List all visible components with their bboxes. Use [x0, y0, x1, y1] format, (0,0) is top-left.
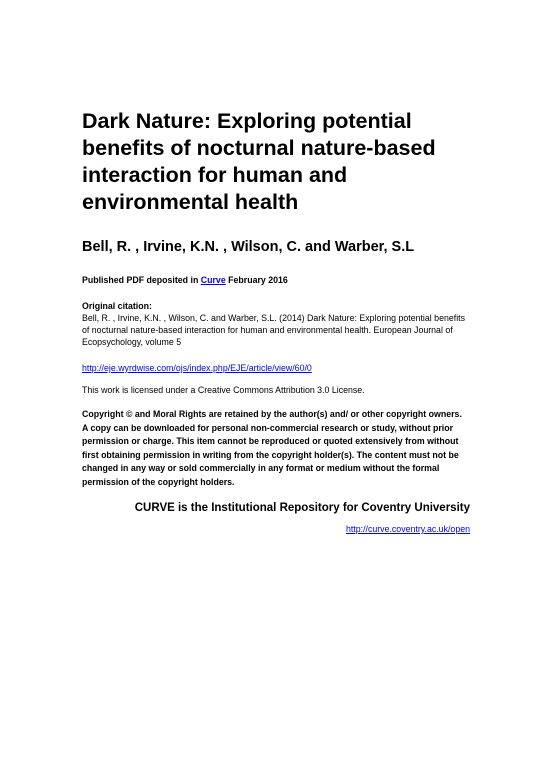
deposit-notice	[82, 274, 470, 286]
license-notice: This work is licensed under a Creative Commons Attribution 3.0 License.	[82, 385, 365, 395]
citation-heading: Original citation:	[82, 301, 152, 311]
article-url-container	[82, 362, 470, 374]
citation-text: Bell, R. , Irvine, K.N. , Wilson, C. and Warber, S.L. (2014) Dark Nature: Exploring potential benefits of nocturnal nature-based interaction for human and environmental health. European Journal of Ecopsychology, volume 5	[82, 313, 465, 347]
repository-url-link[interactable]: http://curve.coventry.ac.uk/open	[345, 524, 470, 534]
document-title: Dark Nature: Exploring potential benefits of nocturnal nature-based interaction for human and environmental health	[82, 109, 436, 214]
repository-url-container	[82, 523, 470, 535]
article-url-link[interactable]: http://eje.wyrdwise.com/ojs/index.php/EJE/article/view/60/0	[82, 363, 312, 373]
copyright-notice: Copyright © and Moral Rights are retained by the author(s) and/ or other copyright owners. A copy can be downloaded for personal non-commercial research or study, without prior permission or charge. This item cannot be reproduced or quoted extensively from without first obtaining permission in writing from the copyright holder(s). The content must not be changed in any way or sold commercially in any format or medium without the formal permission of the copyright holders.	[82, 409, 462, 487]
document-page	[82, 108, 470, 535]
deposit-suffix: February 2016	[225, 275, 288, 285]
author-list: Bell, R. , Irvine, K.N. , Wilson, C. and Warber, S.L	[82, 239, 415, 255]
curve-link[interactable]: Curve	[200, 275, 226, 285]
deposit-prefix: Published PDF deposited in	[82, 275, 201, 285]
repository-statement: CURVE is the Institutional Repository for Coventry University	[134, 502, 470, 514]
